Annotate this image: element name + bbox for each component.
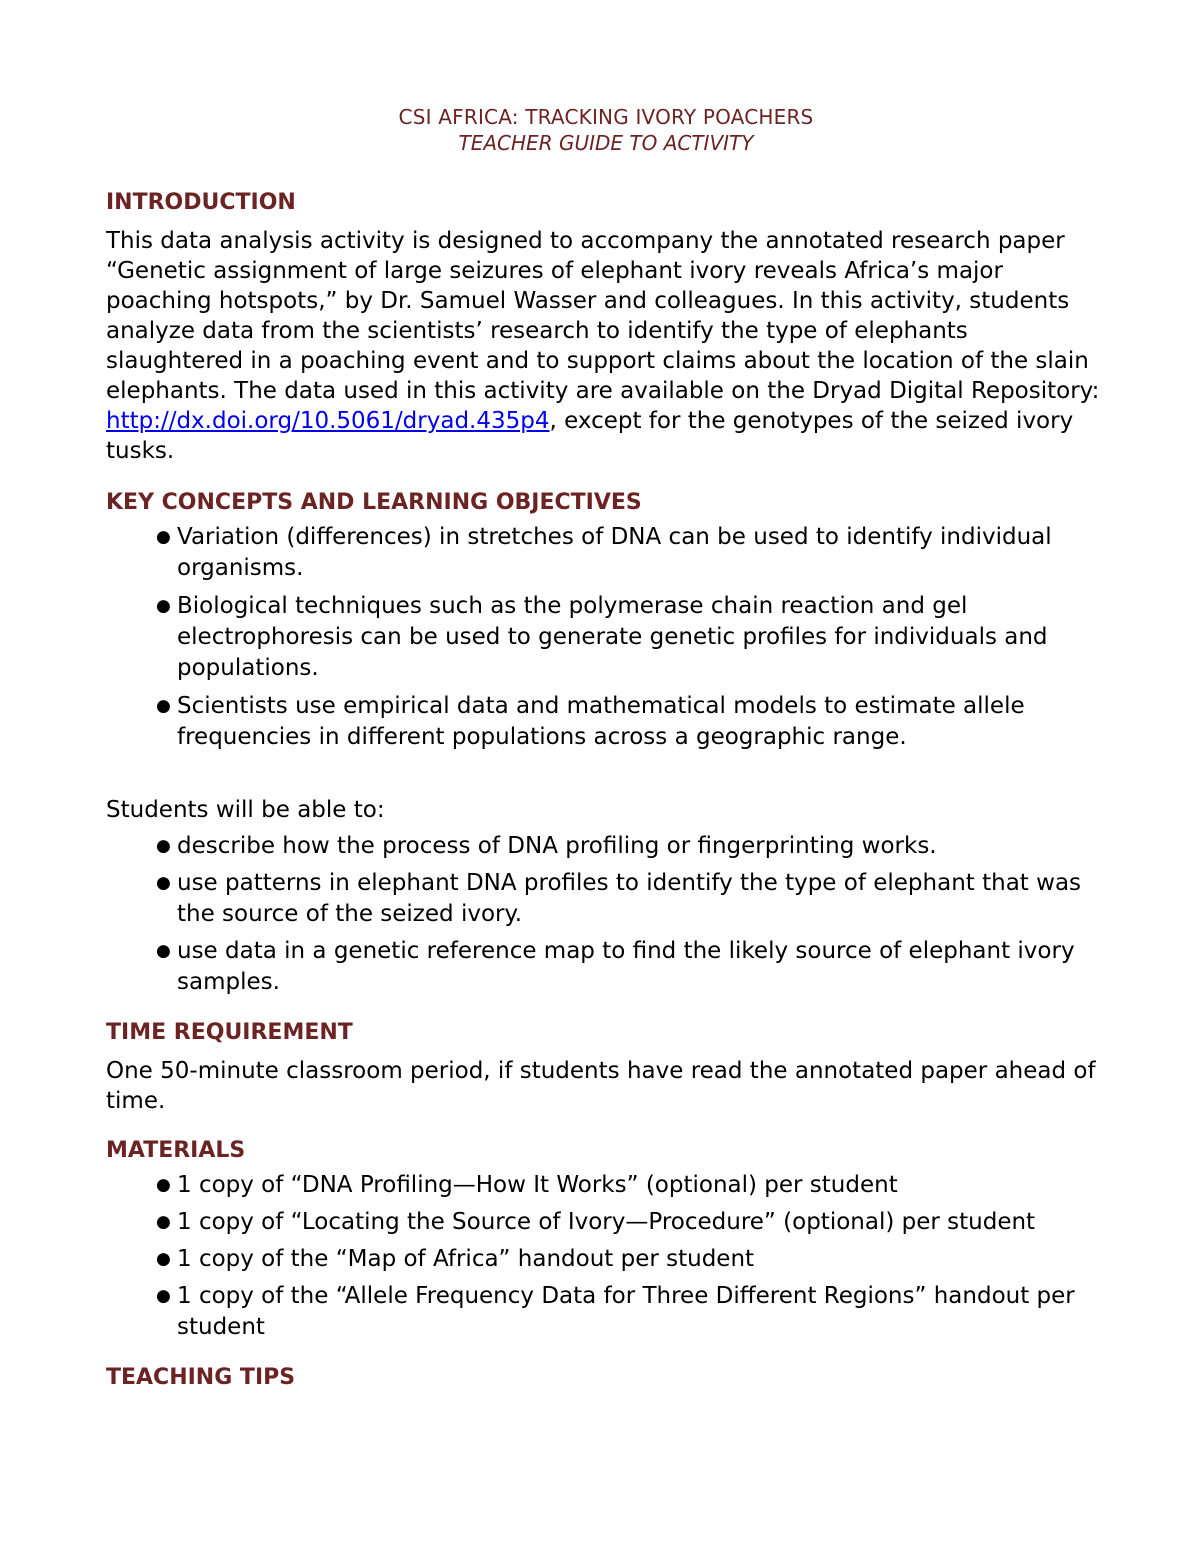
bullet-icon: ● (156, 696, 171, 716)
document-title: CSI AFRICA: TRACKING IVORY POACHERS (398, 105, 814, 129)
time-requirement-text: One 50-minute classroom period, if students have read the annotated paper ahead of time. (106, 1058, 1096, 1114)
students-intro: Students will be able to: (106, 797, 385, 823)
bullet-icon: ● (156, 596, 171, 616)
bullet-icon: ● (156, 941, 171, 961)
list-item: ● Variation (differences) in stretches of DNA can be used to identify individual organisms. (156, 524, 1052, 581)
key-concepts-heading: KEY CONCEPTS AND LEARNING OBJECTIVES (106, 490, 642, 515)
list-item: ● use patterns in elephant DNA profiles to identify the type of elephant that was the source of the seized ivory. (156, 870, 1082, 927)
introduction-paragraph (106, 226, 1106, 466)
materials-list (106, 1170, 1106, 1343)
list-item: ● 1 copy of the “Map of Africa” handout per student (106, 1244, 1106, 1275)
bullet-icon: ● (156, 1249, 171, 1269)
list-item: ● 1 copy of the “Allele Frequency Data for Three Different Regions” handout per student (156, 1283, 1075, 1340)
key-concepts-list (106, 522, 1106, 753)
document-page (106, 104, 1106, 1393)
bullet-icon: ● (156, 527, 171, 547)
document-subtitle: TEACHER GUIDE TO ACTIVITY (458, 131, 754, 155)
time-requirement-heading: TIME REQUIREMENT (106, 1020, 353, 1045)
introduction-heading: INTRODUCTION (106, 190, 296, 215)
list-item: ● describe how the process of DNA profiling or fingerprinting works. (106, 831, 1106, 862)
list-item: ● 1 copy of “DNA Profiling—How It Works” (optional) per student (106, 1170, 1106, 1201)
list-item: ● use data in a genetic reference map to find the likely source of elephant ivory samples. (156, 938, 1075, 995)
teaching-tips-heading: TEACHING TIPS (106, 1365, 296, 1390)
introduction-text-end: , except for the genotypes of the seized ivory tusks. (106, 408, 1074, 464)
bullet-icon: ● (156, 836, 171, 856)
list-item: ● Biological techniques such as the polymerase chain reaction and gel electrophoresis can be used to generate genetic profiles for individuals and populations. (156, 593, 1048, 681)
bullet-icon: ● (156, 1175, 171, 1195)
bullet-icon: ● (156, 1286, 171, 1306)
bullet-icon: ● (156, 873, 171, 893)
materials-heading: MATERIALS (106, 1138, 246, 1163)
introduction-text: This data analysis activity is designed to accompany the annotated research paper “Genetic assignment of large seizures of elephant ivory reveals Africa’s major poaching hotspots,” by Dr. Samuel Wasser and colleagues. In this activity, students analyze data from the scientists’ research to identify the type of elephants slaughtered in a poaching event and to support claims about the location of the slain elephants. The data used in this activity are available on the Dryad Digital Repository: (106, 228, 1100, 404)
list-item: ● Scientists use empirical data and mathematical models to estimate allele frequencies in different populations across a geographic range. (156, 693, 1025, 750)
list-item: ● 1 copy of “Locating the Source of Ivory—Procedure” (optional) per student (106, 1207, 1106, 1238)
student-objectives-list (106, 831, 1106, 998)
dryad-link[interactable]: http://dx.doi.org/10.5061/dryad.435p4 (106, 408, 550, 434)
bullet-icon: ● (156, 1212, 171, 1232)
